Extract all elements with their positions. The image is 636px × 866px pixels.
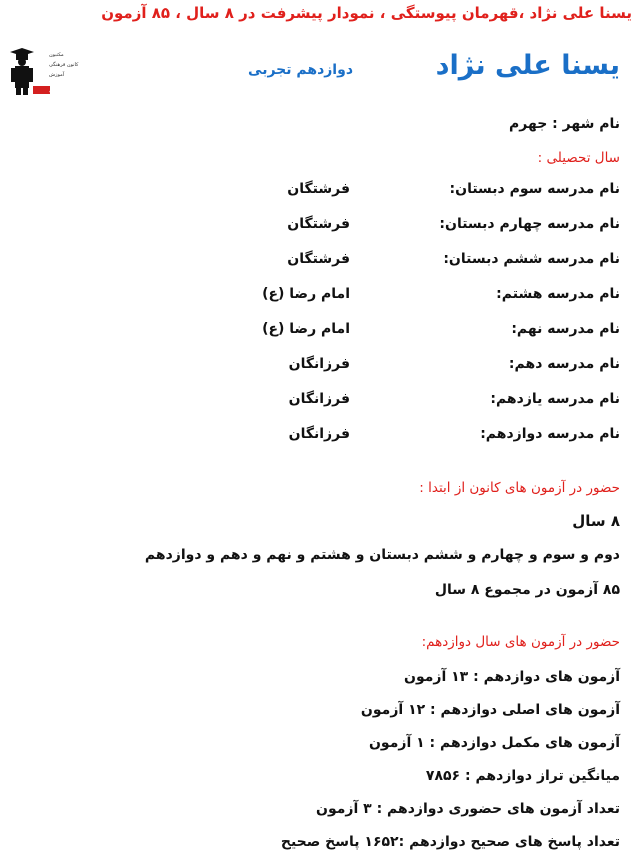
school-name: فرزانگان: [288, 391, 350, 407]
school-row: [0, 181, 620, 203]
school-label: نام مدرسه ششم دبستان:: [443, 251, 620, 267]
logo-text-1: مکتبون: [49, 52, 64, 58]
school-name: امام رضا (ع): [262, 321, 350, 337]
school-row: [0, 216, 620, 238]
student-name: یسنا علی نژاد: [435, 50, 620, 81]
grade12-heading: حضور در آزمون های سال دوازدهم:: [421, 634, 620, 650]
city-line: نام شهر : جهرم: [508, 116, 620, 132]
school-label: نام مدرسه هشتم:: [496, 286, 620, 302]
school-label: نام مدرسه نهم:: [511, 321, 620, 337]
education-heading: سال تحصیلی :: [537, 150, 620, 166]
grade12-stat: آزمون های مکمل دوازدهم : ۱ آزمون: [368, 735, 620, 751]
school-name: فرشتگان: [287, 251, 350, 267]
school-row: [0, 286, 620, 308]
student-grade: دوازدهم تجربی: [248, 62, 353, 78]
kanoon-logo: [6, 44, 79, 96]
logo-text-4: قلم چی: [49, 88, 66, 94]
school-label: نام مدرسه دوازدهم:: [480, 426, 620, 442]
school-row: [0, 391, 620, 413]
grade12-stat: میانگین تراز دوازدهم : ۷۸۵۶: [425, 768, 620, 784]
headline: یسنا علی نژاد ،قهرمان پیوستگی ، نمودار پیشرفت در ۸ سال ، ۸۵ آزمون: [101, 4, 632, 22]
grade12-stat: آزمون های دوازدهم : ۱۳ آزمون: [404, 669, 620, 685]
school-label: نام مدرسه یازدهم:: [490, 391, 620, 407]
school-row: [0, 426, 620, 448]
school-name: فرشتگان: [287, 216, 350, 232]
school-name: امام رضا (ع): [262, 286, 350, 302]
school-label: نام مدرسه چهارم دبستان:: [439, 216, 620, 232]
school-row: [0, 321, 620, 343]
attendance-total: ۸۵ آزمون در مجموع ۸ سال: [434, 582, 620, 598]
school-label: نام مدرسه دهم:: [508, 356, 620, 372]
grade12-stat: آزمون های اصلی دوازدهم : ۱۲ آزمون: [360, 702, 620, 718]
attendance-heading: حضور در آزمون های کانون از ابتدا :: [419, 480, 620, 496]
school-row: [0, 251, 620, 273]
school-row: [0, 356, 620, 378]
attendance-years: ۸ سال: [572, 512, 620, 530]
attendance-grades: دوم و سوم و چهارم و ششم دبستان و هشتم و نهم و دهم و دوازدهم: [144, 547, 620, 563]
grade12-stat: تعداد آزمون های حضوری دوازدهم : ۳ آزمون: [316, 801, 620, 817]
school-name: فرزانگان: [288, 426, 350, 442]
school-name: فرشتگان: [287, 181, 350, 197]
school-label: نام مدرسه سوم دبستان:: [449, 181, 620, 197]
school-name: فرزانگان: [288, 356, 350, 372]
grade12-stat: تعداد پاسخ های صحیح دوازدهم :۱۶۵۲ پاسخ صحیح: [280, 834, 620, 850]
logo-text-3: آموزش: [49, 72, 65, 78]
logo-text-2: کانون فرهنگی: [49, 62, 79, 68]
